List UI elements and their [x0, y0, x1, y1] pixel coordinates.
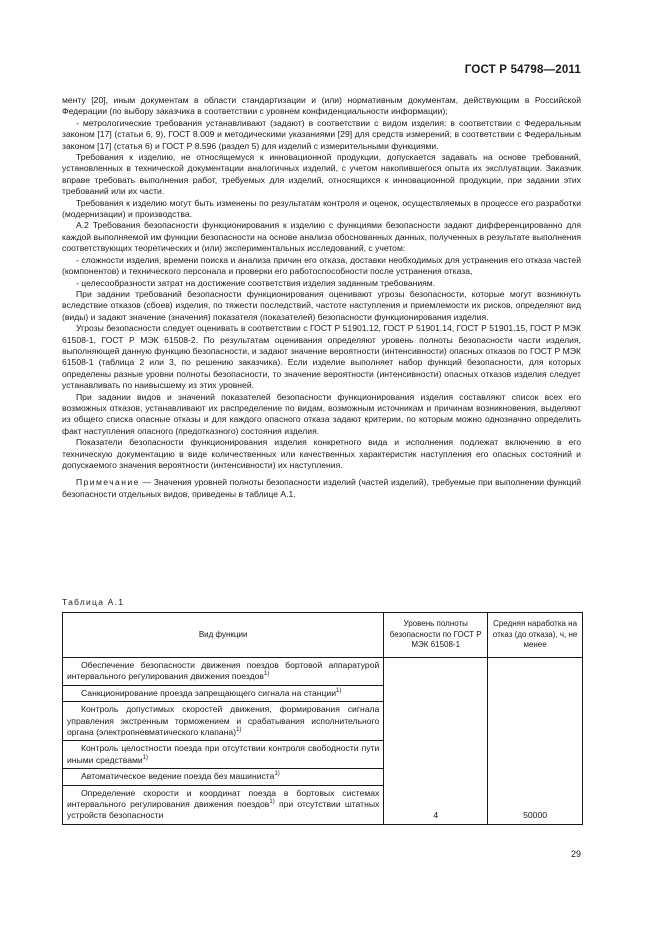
functions-table	[62, 612, 583, 825]
function-cell: Автоматическое ведение поезда без машиниста$^{1)}$	[63, 769, 384, 785]
document-body	[62, 95, 581, 500]
table-header-row	[63, 613, 583, 658]
function-cell: Санкционирование проезда запрещающего сигнала на станции$^{1)}$	[63, 685, 384, 701]
paragraph: Требования к изделию, не относящемуся к инновационной продукции, допускается задавать на основе требований, установленных в технической документации аналогичных изделий, с учетом накопившегося опыта их эксплуатации. Заказчик вправе требовать выполнения работ, требуемых для изделий, относящихся к инновационной продукции, при задании этих требований или их части.	[62, 152, 581, 197]
paragraph: При задании видов и значений показателей безопасности функционирования изделия составляют список всех его возможных отказов, устанавливают их распределение по видам, возможным источникам и причинам возникновения, выделяют из общего списка опасные отказы и для каждого опасного отказа задают критерии, по которым можно однозначно определить факт наступления опасного (предотказного) состояния изделия.	[62, 391, 581, 436]
paragraph: Показатели безопасности функционирования изделия конкретного вида и исполнения подлежат включению в его техническую документацию в виде количественных или качественных характеристик наступления его опасных состояний и допускаемого значения вероятности (интенсивности) их наступления.	[62, 437, 581, 470]
paragraph: - сложности изделия, времени поиска и анализа причин его отказа, доставки необходимых для устранения его отказа частей (компонентов) и технического персонала и проверки его работоспособности после устранения отказа,	[62, 254, 581, 277]
header-function: Вид функции	[63, 613, 384, 658]
header-mtbf: Средняя наработка на отказ (до отказа), ч, не менее	[488, 613, 583, 658]
function-cell: Контроль целостности поезда при отсутствии контроля свободности пути иными средствами$^{1)}$	[63, 741, 384, 769]
function-cell: Определение скорости и координат поезда в бортовых системах интервального регулирования движения поездов$^{1)}$ при отсутствии штатных устройств безопасности	[63, 785, 384, 824]
note-label: Примечание	[76, 477, 140, 488]
mtbf-cell: 50000	[488, 658, 583, 825]
paragraph: А.2 Требования безопасности функционирования к изделию с функциями безопасности задают дифференцированно для каждой выполняемой им функции безопасности на основе анализа обоснованных данных, полученных в результате выполнения соответствующих теоретических и (или) экспериментальных исследований, с учетом:	[62, 220, 581, 254]
note-text: — Значения уровней полноты безопасности изделий (частей изделий), требуемые при выполнении функций безопасности отдельных видов, приведены в таблице А.1.	[62, 477, 582, 499]
table-caption: Таблица А.1	[62, 597, 125, 607]
function-cell: Контроль допустимых скоростей движения, формирования сигнала управления экстренным торможением и срабатывания исполнительного органа (электропневматического клапана)$^{1)}$	[63, 702, 384, 741]
table-row	[63, 658, 583, 686]
paragraph: менту [20], иным документам в области стандартизации и (или) нормативным документам, действующим в Российской Федерации (по выбору заказчика в соответствии с уровнем конфиденциальности информации);	[62, 95, 581, 117]
paragraph: Требования к изделию могут быть изменены по результатам контроля и оценок, осуществляемых в процессе его разработки (модернизации) и производства.	[62, 197, 581, 220]
function-cell: Обеспечение безопасности движения поездов бортовой аппаратурой интервального регулирования движения поездов$^{1)}$	[63, 658, 384, 686]
paragraph: Угрозы безопасности следует оценивать в соответствии с ГОСТ Р 51901.12, ГОСТ Р 51901.14, ГОСТ Р 51901.15, ГОСТ Р МЭК 61508-1, ГОСТ Р МЭК 61508-2. По результатам оценивания определяют уровень полноты безопасности части изделия, выполняющей данную функцию безопасности, и задают значение вероятности (интенсивности) опасных отказов по ГОСТ Р МЭК 61508-1 (таблица 2 или 3, по решению заказчика). Если изделие выполняет набор функций безопасности, для которых определены разные уровни полноты безопасности, то значение вероятности (интенсивности) опасных отказов изделия следует устанавливать по наивысшему из этих уровней.	[62, 323, 581, 391]
note	[62, 477, 581, 500]
paragraph: - целесообразности затрат на достижение соответствия изделия заданным требованиям.	[76, 277, 436, 288]
level-cell: 4	[384, 658, 488, 825]
paragraph: При задании требований безопасности функционирования оценивают угрозы безопасности, которые могут возникнуть вследствие отказов (сбоев) изделия, по тяжести последствий, частоте наступления и приемлемости их рисков, определяют вид (виды) и задают значение (значения) показателя (показателей) безопасности функционирования изделия.	[62, 288, 581, 322]
page-number: 29	[570, 849, 581, 859]
document-header: ГОСТ Р 54798—2011	[464, 64, 581, 76]
header-level: Уровень полноты безопасности по ГОСТ Р МЭК 61508-1	[384, 613, 488, 658]
paragraph: - метрологические требования устанавливают (задают) в соответствии с видом изделия: в соответствии с Федеральным законом [17] (статьи 6, 9), ГОСТ 8.009 и методическими указаниями [29] для средств измерений; в соответствии с Федеральным законом [17] (статья 6) и ГОСТ Р 8.596 (раздел 5) для изделий с измерительными функциями.	[62, 117, 581, 151]
